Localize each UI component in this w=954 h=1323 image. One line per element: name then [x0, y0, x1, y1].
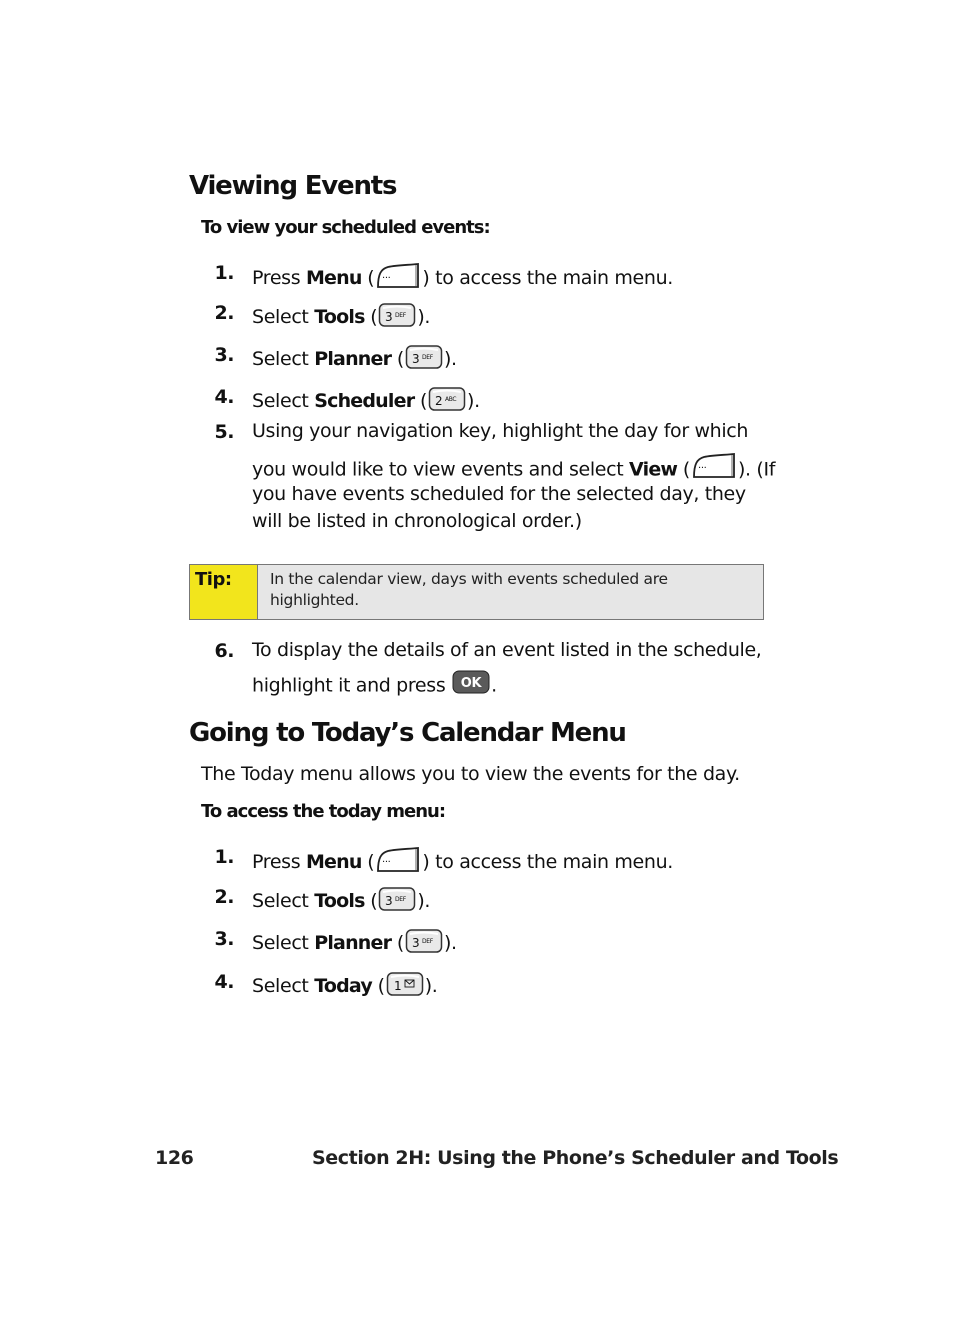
step-line	[252, 670, 762, 702]
svg-text:ABC: ABC	[445, 396, 457, 403]
procedure-lead: To view your scheduled events:	[201, 217, 490, 238]
step-line	[252, 452, 775, 481]
svg-text:DEF: DEF	[395, 896, 407, 903]
running-footer-section-title: Section 2H: Using the Phone’s Scheduler and Tools	[312, 1147, 839, 1169]
step-number: 2.	[214, 302, 234, 324]
section-heading-viewing-events: Viewing Events	[189, 171, 397, 201]
step-6-text	[252, 637, 762, 702]
step-text-part: Select	[252, 306, 315, 328]
step-ui-term: Menu	[305, 267, 362, 289]
step-text-part: ).	[424, 975, 438, 997]
svg-text:···: ···	[382, 273, 391, 284]
step-ui-term: Tools	[314, 306, 365, 328]
step-number: 3.	[214, 928, 234, 950]
step-text-part: (	[361, 851, 375, 873]
step-text-part: (	[364, 306, 378, 328]
svg-text:3: 3	[385, 894, 393, 908]
svg-text:DEF: DEF	[395, 312, 407, 319]
step-4-text	[252, 386, 480, 417]
step-text-part: (	[414, 390, 428, 412]
step-text-part: (	[361, 267, 375, 289]
menu-softkey-icon	[375, 846, 421, 879]
step-3-text	[252, 344, 457, 375]
3def-key-icon	[378, 302, 416, 333]
step-line: To display the details of an event listed in the schedule,	[252, 639, 762, 661]
step-5-text	[252, 418, 775, 535]
step-number: 4.	[214, 971, 234, 993]
procedure-lead: To access the today menu:	[201, 801, 446, 822]
step-text-part: Select	[252, 890, 315, 912]
svg-text:DEF: DEF	[421, 354, 433, 361]
step-text-part: Select	[252, 390, 315, 412]
step-text-part: Press	[252, 851, 306, 873]
step-ui-term: View	[629, 458, 678, 481]
step-2-text	[252, 302, 430, 333]
step-text-part: highlight it and press	[252, 674, 452, 697]
svg-text:···: ···	[697, 463, 707, 474]
step-text-part: Select	[252, 932, 315, 954]
2abc-key-icon	[428, 386, 466, 417]
step-text-part: Select	[252, 348, 315, 370]
section-intro: The Today menu allows you to view the events for the day.	[201, 763, 740, 785]
step-1-text	[252, 846, 673, 879]
section-heading-todays-calendar: Going to Today’s Calendar Menu	[189, 718, 626, 748]
step-text-part: (	[391, 348, 404, 370]
step-number: 6.	[214, 640, 234, 662]
step-ui-term: Tools	[314, 890, 365, 912]
3def-key-icon	[405, 928, 443, 959]
tip-box	[189, 564, 764, 620]
svg-text:2: 2	[435, 394, 443, 408]
step-number: 3.	[214, 344, 234, 366]
step-text-part: (	[364, 890, 378, 912]
svg-text:3: 3	[385, 310, 393, 324]
step-ui-term: Scheduler	[314, 390, 415, 412]
step-text-part: .	[491, 674, 497, 697]
3def-key-icon	[378, 886, 416, 917]
step-number: 1.	[214, 262, 234, 284]
svg-text:3: 3	[411, 936, 420, 950]
step-line: will be listed in chronological order.)	[252, 510, 582, 532]
step-text-part: ).	[467, 390, 480, 412]
step-text-part: Press	[252, 267, 306, 289]
step-ui-term: Planner	[314, 932, 392, 954]
step-3-text	[252, 928, 457, 959]
step-ui-term: Today	[314, 975, 372, 997]
step-1-text	[252, 262, 673, 295]
menu-softkey-icon	[375, 262, 421, 295]
step-text-part: (	[677, 458, 690, 481]
step-number: 4.	[214, 386, 234, 408]
svg-text:1: 1	[393, 979, 401, 993]
page-number: 126	[155, 1147, 194, 1169]
1-key-icon	[386, 971, 424, 1002]
step-text-part: Select	[252, 975, 315, 997]
3def-key-icon	[405, 344, 443, 375]
svg-text:OK: OK	[460, 676, 482, 691]
svg-text:···: ···	[382, 857, 391, 868]
step-number: 1.	[214, 846, 234, 868]
step-ui-term: Menu	[305, 851, 362, 873]
svg-text:3: 3	[411, 352, 420, 366]
step-text-part: ) to access the main menu.	[422, 851, 673, 873]
tip-label: Tip:	[190, 565, 258, 619]
step-text-part: ). (If	[737, 458, 776, 481]
step-2-text	[252, 886, 430, 917]
step-number: 5.	[214, 421, 234, 443]
ok-key-icon	[452, 670, 490, 702]
svg-text:DEF: DEF	[421, 938, 433, 945]
tip-text: In the calendar view, days with events scheduled are highlighted.	[270, 570, 668, 609]
step-number: 2.	[214, 886, 234, 908]
step-line: you have events scheduled for the selected day, they	[252, 483, 746, 505]
step-ui-term: Planner	[314, 348, 392, 370]
step-4-text	[252, 971, 437, 1002]
step-text-part: ).	[443, 932, 457, 954]
step-text-part: ).	[443, 348, 457, 370]
step-text-part: ).	[417, 306, 431, 328]
step-text-part: ) to access the main menu.	[422, 267, 673, 289]
step-text-part: (	[391, 932, 404, 954]
step-text-part: you would like to view events and select	[252, 458, 630, 481]
step-line: Using your navigation key, highlight the day for which	[252, 420, 749, 442]
step-text-part: (	[371, 975, 385, 997]
step-text-part: ).	[417, 890, 431, 912]
